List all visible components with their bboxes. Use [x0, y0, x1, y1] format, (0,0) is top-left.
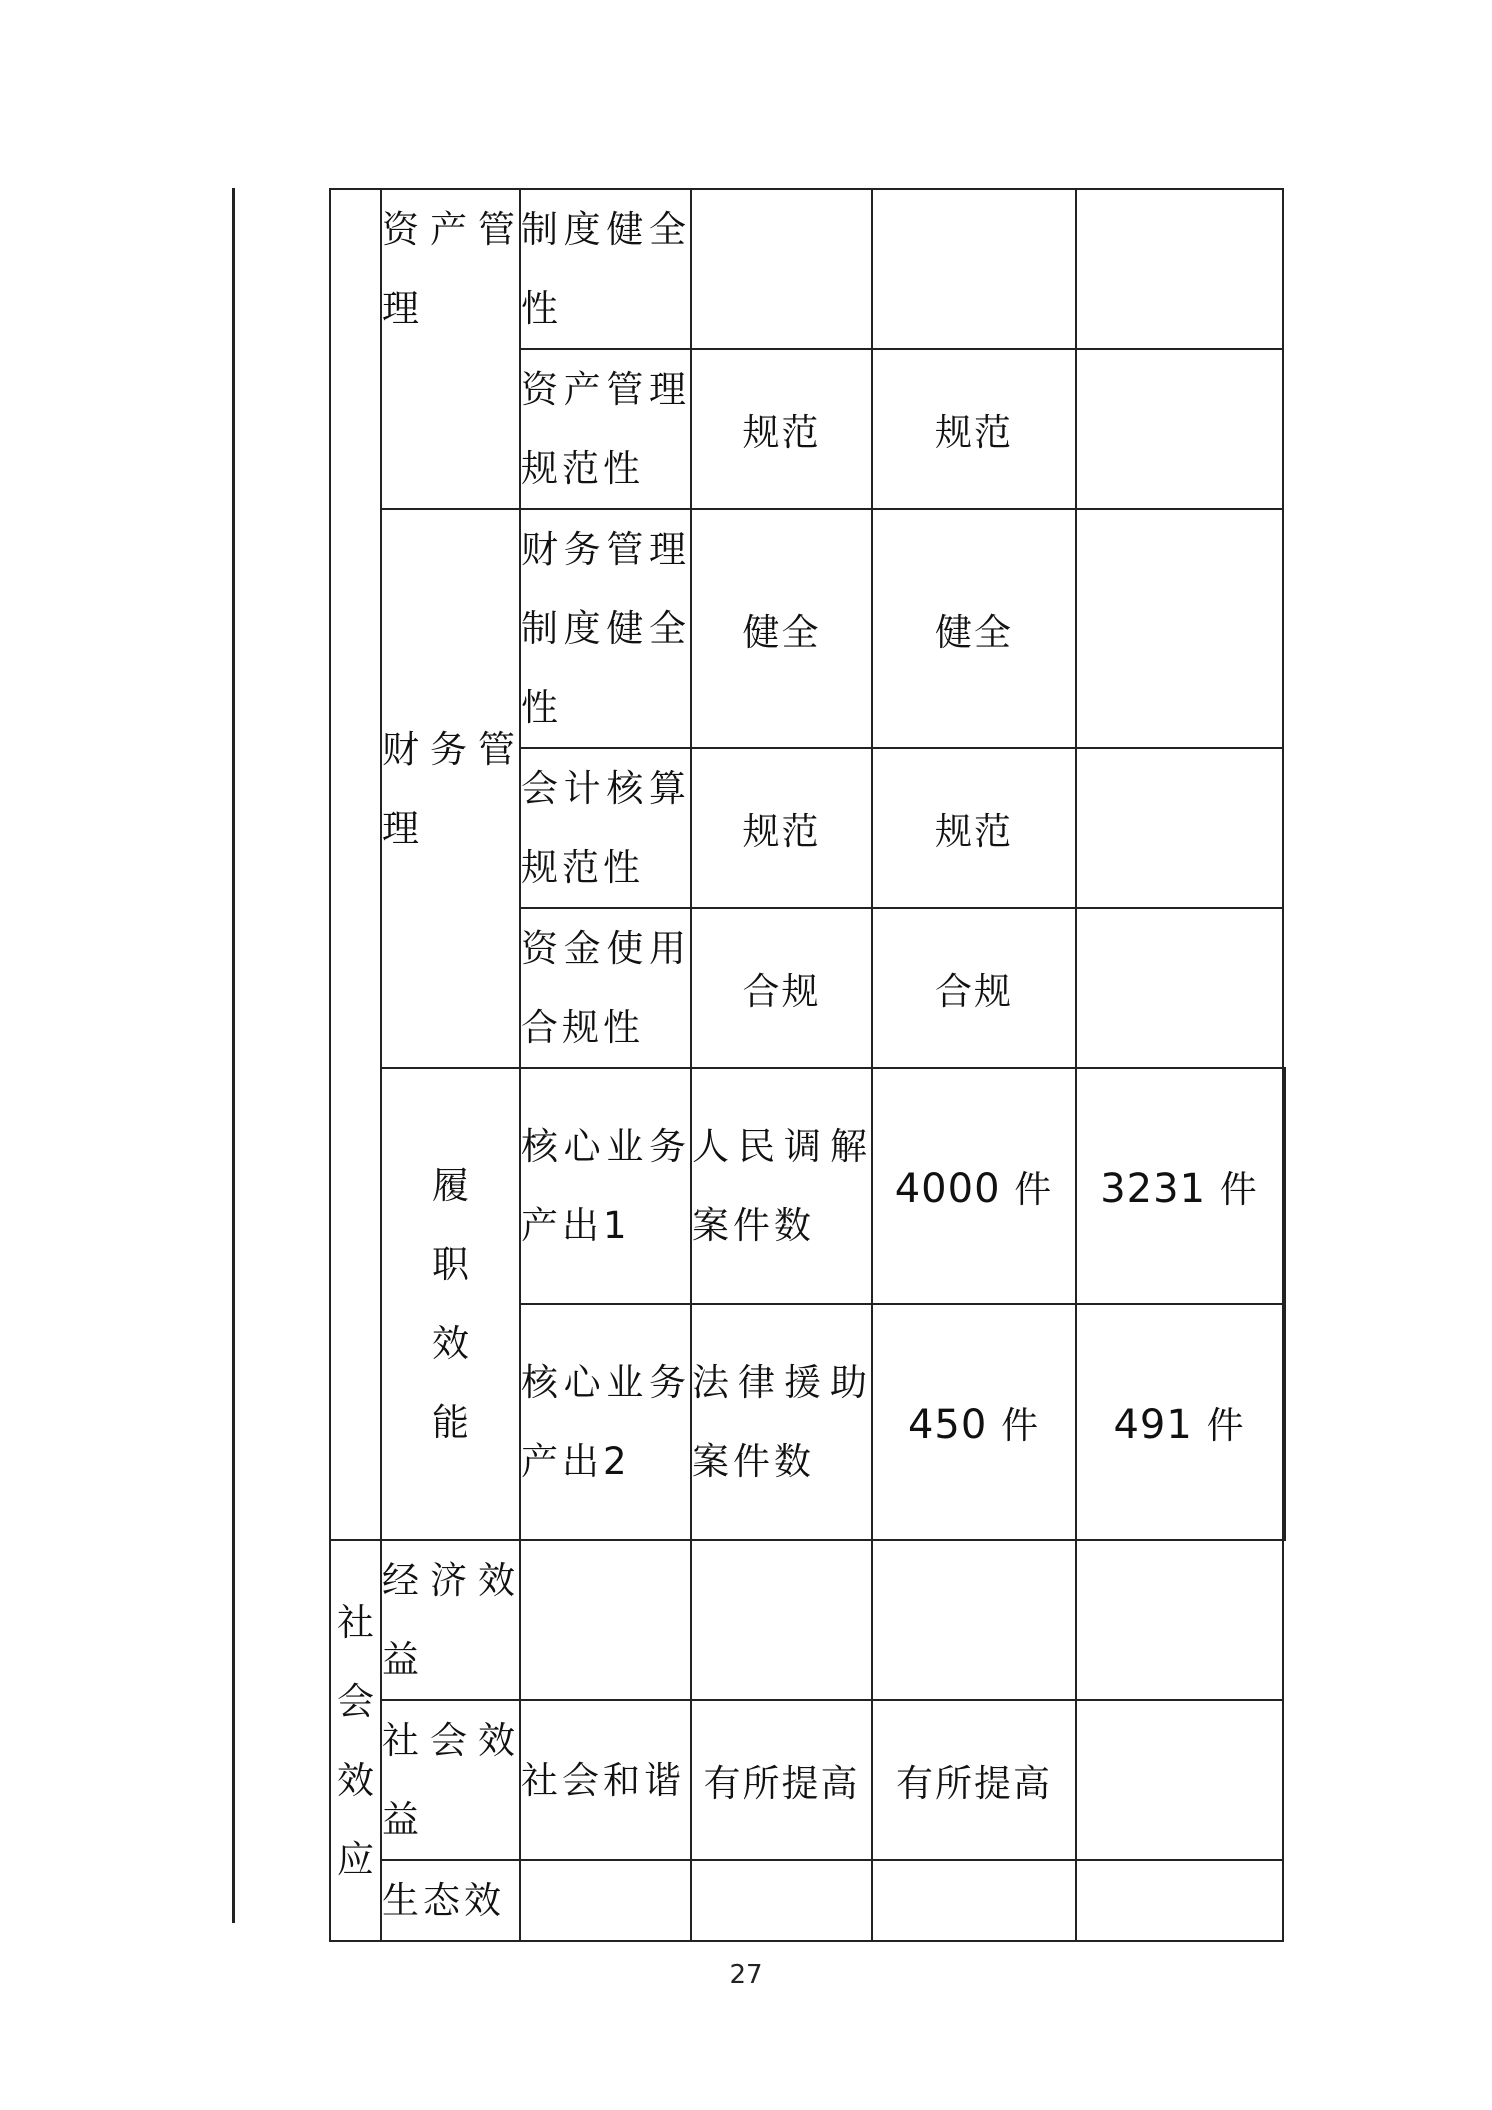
- actual-value-cell: 规范: [872, 349, 1076, 509]
- note-cell: [1076, 189, 1283, 349]
- target-value-cell: 450 件: [872, 1304, 1076, 1540]
- indicator-level3-cell: 财务管理制度健全性: [520, 509, 691, 748]
- indicator-level1-cell: [330, 189, 381, 1540]
- actual-value-cell: 491 件: [1076, 1304, 1283, 1540]
- indicator-level3-cell: [520, 1860, 691, 1941]
- table-row: [330, 189, 1285, 349]
- note-cell: [1076, 349, 1283, 509]
- target-value-cell: 规范: [691, 748, 872, 908]
- performance-indicator-table: [329, 188, 1286, 1942]
- indicator-level2-cell: 生态效: [381, 1860, 520, 1941]
- page-margin-rule: [232, 188, 235, 1923]
- indicator-level2-cell: 经济效益: [381, 1540, 520, 1700]
- actual-value-cell: 有所提高: [872, 1700, 1076, 1860]
- table-row: [330, 1700, 1285, 1860]
- indicator-level2-cell: 财务管理: [381, 509, 520, 1068]
- note-cell: [1076, 1540, 1283, 1700]
- indicator-level3-cell: 社会和谐: [520, 1700, 691, 1860]
- note-cell: [1076, 1700, 1283, 1860]
- actual-value-cell: 规范: [872, 748, 1076, 908]
- note-cell: [1076, 509, 1283, 748]
- note-cell: [1283, 1304, 1285, 1540]
- indicator-level2-cell: 核心业务产出1: [520, 1068, 691, 1304]
- target-value-cell: 规范: [691, 349, 872, 509]
- table-row: [330, 1540, 1285, 1700]
- indicator-level3-cell: 人民调解案件数: [691, 1068, 872, 1304]
- table-row: [330, 1860, 1285, 1941]
- note-cell: [1076, 1860, 1283, 1941]
- indicator-level3-cell: 资产管理规范性: [520, 349, 691, 509]
- target-value-cell: 健全: [691, 509, 872, 748]
- actual-value-cell: 合规: [872, 908, 1076, 1068]
- indicator-level3-cell: 会计核算规范性: [520, 748, 691, 908]
- actual-value-cell: 健全: [872, 509, 1076, 748]
- indicator-level3-cell: 法律援助案件数: [691, 1304, 872, 1540]
- indicator-level3-cell: [520, 1540, 691, 1700]
- target-value-cell: [691, 189, 872, 349]
- actual-value-cell: [872, 189, 1076, 349]
- target-value-cell: 合规: [691, 908, 872, 1068]
- actual-value-cell: [872, 1860, 1076, 1941]
- target-value-cell: [691, 1860, 872, 1941]
- page-number: 27: [729, 1960, 763, 1990]
- actual-value-cell: 3231 件: [1076, 1068, 1283, 1304]
- note-cell: [1076, 748, 1283, 908]
- indicator-level2-cell: 社会效益: [381, 1700, 520, 1860]
- indicator-level3-cell: 制度健全性: [520, 189, 691, 349]
- note-cell: [1076, 908, 1283, 1068]
- target-value-cell: 4000 件: [872, 1068, 1076, 1304]
- indicator-level1-cell: 社会效应: [330, 1540, 381, 1941]
- actual-value-cell: [872, 1540, 1076, 1700]
- indicator-level2-cell: 资产管理: [381, 189, 520, 509]
- indicator-level1-cell: 履职效能: [381, 1068, 520, 1540]
- indicator-level2-cell: 核心业务产出2: [520, 1304, 691, 1540]
- note-cell: [1283, 1068, 1285, 1304]
- table-row: [330, 1068, 1285, 1304]
- target-value-cell: 有所提高: [691, 1700, 872, 1860]
- target-value-cell: [691, 1540, 872, 1700]
- indicator-level3-cell: 资金使用合规性: [520, 908, 691, 1068]
- table-row: [330, 509, 1285, 748]
